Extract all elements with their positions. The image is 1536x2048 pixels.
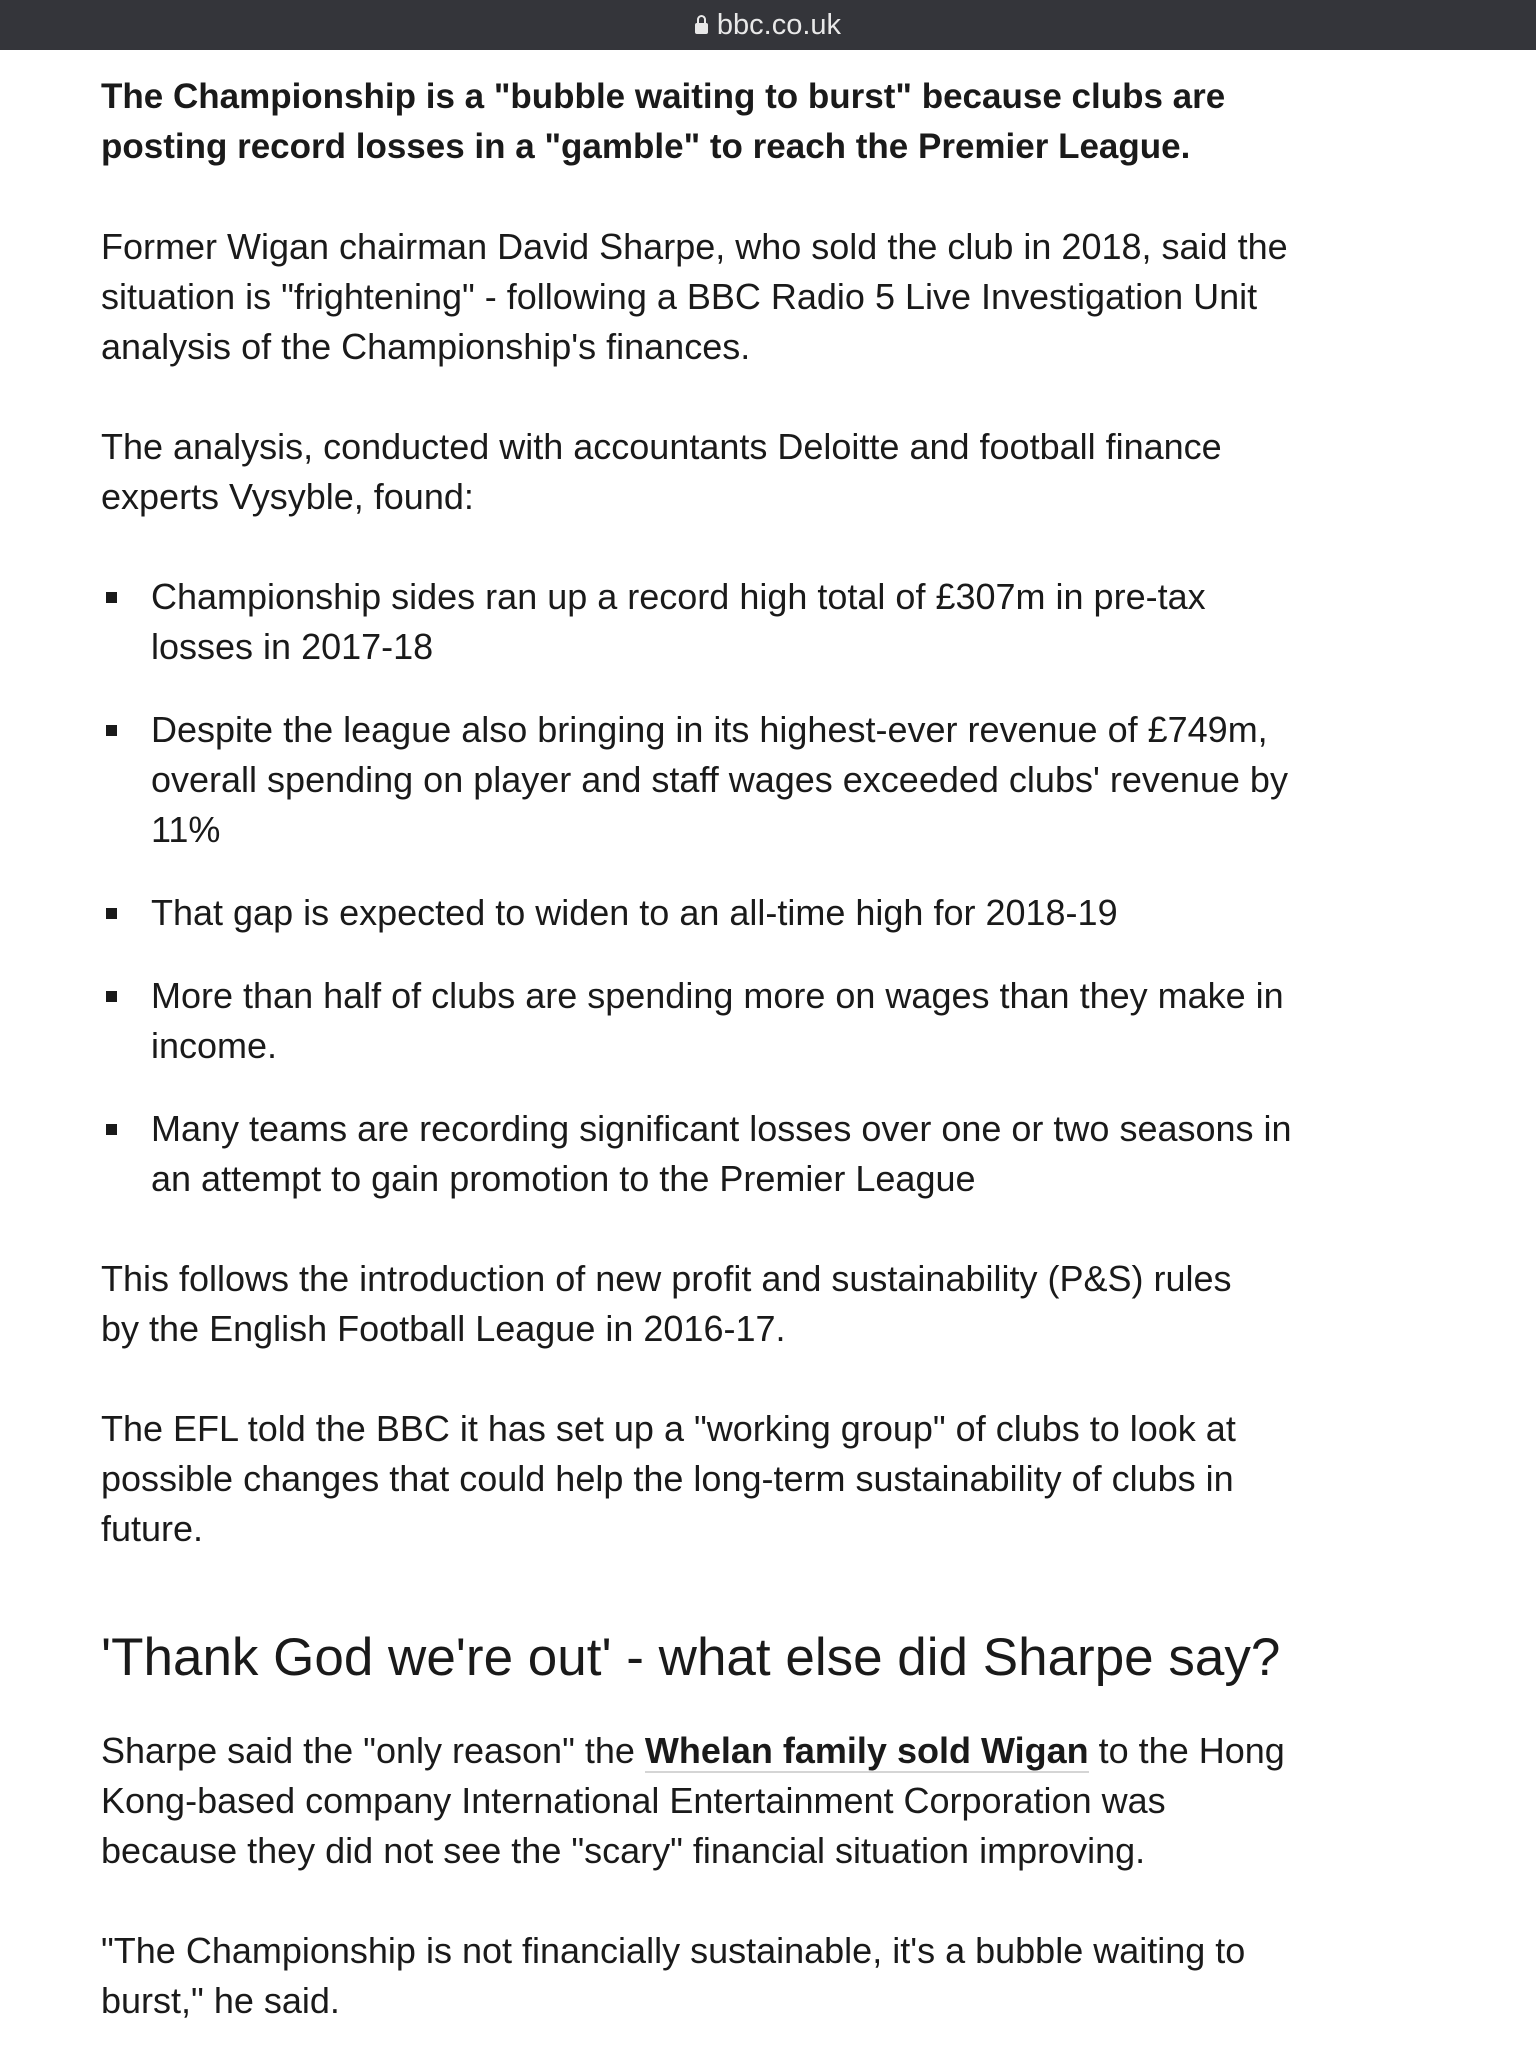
text-before-link: Sharpe said the "only reason" the bbox=[101, 1730, 645, 1771]
list-item-line: overall spending on player and staff wages exceeded clubs' revenue by bbox=[151, 759, 1288, 800]
whelan-family-link[interactable]: Whelan family sold Wigan bbox=[644, 1730, 1089, 1771]
intro-line: The Championship is a "bubble waiting to burst" because clubs are bbox=[101, 77, 1226, 116]
list-item bbox=[101, 572, 1401, 672]
paragraph-line: possible changes that could help the long-term sustainability of clubs in bbox=[101, 1458, 1234, 1499]
list-item-line: More than half of clubs are spending more on wages than they make in bbox=[151, 975, 1284, 1016]
paragraph-line: future. bbox=[101, 1508, 204, 1549]
list-item-line: Championship sides ran up a record high total of £307m in pre-tax bbox=[151, 576, 1206, 617]
address-bar[interactable] bbox=[0, 0, 1536, 50]
paragraph-line: experts Vysyble, found: bbox=[101, 476, 474, 517]
paragraph bbox=[101, 1254, 1401, 1354]
bullet-icon bbox=[106, 725, 117, 736]
list-item-line: 11% bbox=[151, 809, 221, 850]
list-item-line: That gap is expected to widen to an all-time high for 2018-19 bbox=[151, 892, 1118, 933]
bullet-icon bbox=[106, 1124, 117, 1135]
paragraph bbox=[101, 1926, 1401, 2026]
bullet-icon bbox=[106, 991, 117, 1002]
paragraph-line: by the English Football League in 2016-17. bbox=[101, 1308, 786, 1349]
list-item-line: Many teams are recording significant losses over one or two seasons in bbox=[151, 1108, 1292, 1149]
bullet-icon bbox=[106, 592, 117, 603]
list-item-line: losses in 2017-18 bbox=[151, 626, 434, 667]
url-text[interactable]: bbc.co.uk bbox=[716, 8, 842, 41]
paragraph bbox=[101, 1726, 1401, 1876]
list-item bbox=[101, 1104, 1401, 1204]
paragraph-line: Kong-based company International Entertainment Corporation was bbox=[101, 1780, 1166, 1821]
paragraph bbox=[101, 422, 1401, 522]
intro-line: posting record losses in a "gamble" to reach the Premier League. bbox=[101, 127, 1191, 166]
paragraph bbox=[101, 222, 1401, 372]
findings-list bbox=[101, 572, 1401, 1204]
paragraph-line: Former Wigan chairman David Sharpe, who sold the club in 2018, said the bbox=[101, 226, 1288, 267]
list-item-line: an attempt to gain promotion to the Premier League bbox=[151, 1158, 976, 1199]
list-item bbox=[101, 705, 1401, 855]
section-heading: 'Thank God we're out' - what else did Sharpe say? bbox=[101, 1628, 1281, 1687]
paragraph-line: "The Championship is not financially sustainable, it's a bubble waiting to bbox=[101, 1930, 1246, 1971]
list-item bbox=[101, 888, 1401, 938]
paragraph-line: situation is "frightening" - following a BBC Radio 5 Live Investigation Unit bbox=[101, 276, 1258, 317]
paragraph-line bbox=[101, 1726, 1401, 1776]
paragraph-line: because they did not see the "scary" financial situation improving. bbox=[101, 1830, 1146, 1871]
paragraph-line: The analysis, conducted with accountants Deloitte and football finance bbox=[101, 426, 1222, 467]
article-body bbox=[101, 72, 1401, 2026]
paragraph-line: This follows the introduction of new profit and sustainability (P&S) rules bbox=[101, 1258, 1232, 1299]
paragraph-line: burst," he said. bbox=[101, 1980, 340, 2021]
article-intro bbox=[101, 72, 1401, 172]
paragraph bbox=[101, 1404, 1401, 1554]
text-after-link: to the Hong bbox=[1088, 1730, 1285, 1771]
lock-icon bbox=[695, 23, 708, 34]
paragraph-line: analysis of the Championship's finances. bbox=[101, 326, 751, 367]
list-item bbox=[101, 971, 1401, 1071]
list-item-line: income. bbox=[151, 1025, 278, 1066]
paragraph-line: The EFL told the BBC it has set up a "working group" of clubs to look at bbox=[101, 1408, 1236, 1449]
list-item-line: Despite the league also bringing in its highest-ever revenue of £749m, bbox=[151, 709, 1268, 750]
bullet-icon bbox=[106, 908, 117, 919]
